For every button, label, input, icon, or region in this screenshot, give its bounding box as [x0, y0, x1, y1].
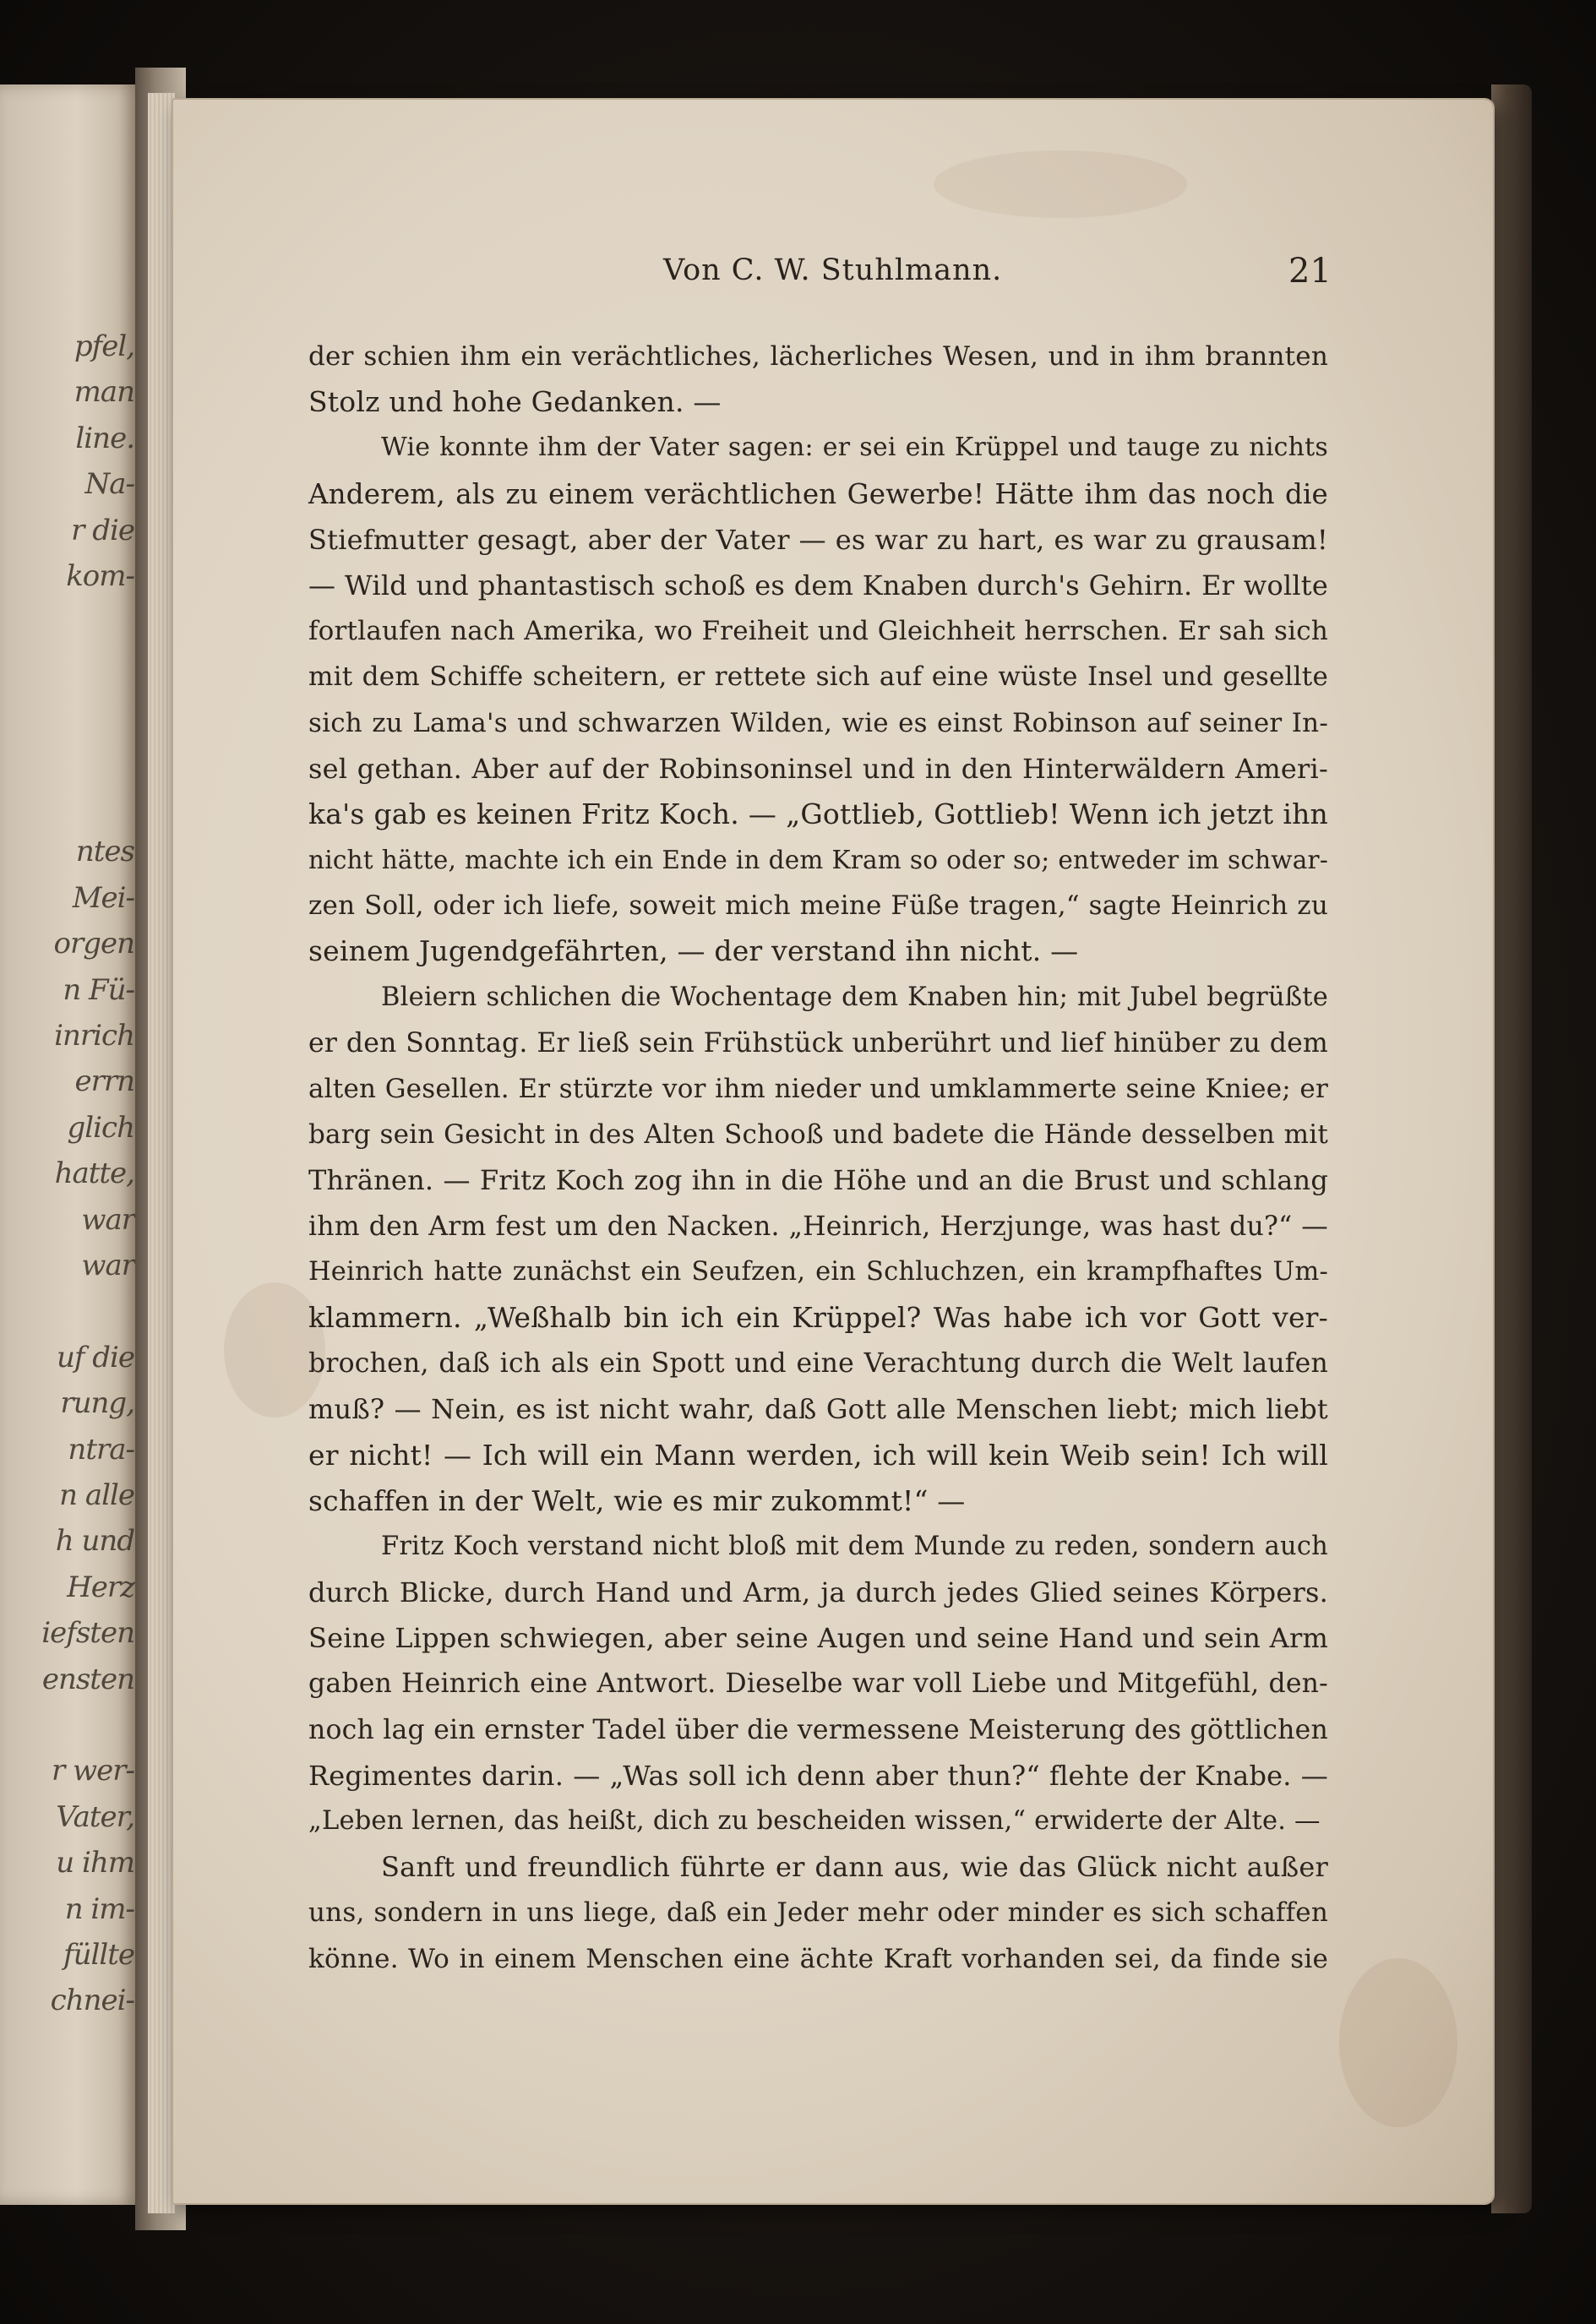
left-page-fragment: u ihm: [56, 1846, 134, 1880]
text-line: alten Gesellen. Er stürzte vor ihm nieder und umklammerte seine Kniee; er: [308, 1074, 1328, 1104]
left-page-fragment: war: [81, 1202, 134, 1237]
left-page-fragment: Herz: [67, 1570, 134, 1604]
left-page-fragment: errn: [74, 1064, 134, 1099]
left-page-fragment: rung,: [60, 1386, 134, 1421]
text-line: seinem Jugendgefährten, — der verstand ihn nicht. —: [308, 934, 1079, 968]
left-page-fragment: war: [81, 1249, 134, 1282]
left-page-fragment: iefsten: [41, 1616, 134, 1651]
text-line: ihm den Arm fest um den Nacken. „Heinrich, Herzjunge, was hast du?“ —: [308, 1211, 1328, 1242]
left-page-fragment: pfel,: [74, 329, 134, 363]
left-page-fragment: man: [74, 375, 134, 410]
text-line: Regimentes darin. — „Was soll ich denn aber thun?“ flehte der Knabe. —: [308, 1759, 1328, 1792]
left-page-fragment: h und: [55, 1524, 134, 1559]
text-line: sich zu Lama's und schwarzen Wilden, wie es einst Robinson auf seiner In-: [308, 707, 1328, 738]
text-line: Sanft und freundlich führte er dann aus, wie das Glück nicht außer: [381, 1851, 1328, 1884]
text-line: nicht hätte, machte ich ein Ende in dem Kram so oder so; entweder im schwar-: [308, 846, 1328, 875]
left-page-fragment: chnei-: [50, 1984, 134, 2018]
text-line: Heinrich hatte zunächst ein Seufzen, ein Schluchzen, ein krampfhaftes Um-: [308, 1256, 1328, 1287]
text-line: noch lag ein ernster Tadel über die vermessene Meisterung des göttlichen: [308, 1714, 1328, 1745]
text-line: Stiefmutter gesagt, aber der Vater — es war zu hart, es war zu grausam!: [308, 523, 1328, 556]
text-line: er nicht! — Ich will ein Mann werden, ich will kein Weib sein! Ich will: [308, 1438, 1328, 1472]
paper-stain: [1339, 1958, 1457, 2127]
text-line: zen Soll, oder ich liefe, soweit mich meine Füße tragen,“ sagte Heinrich zu: [308, 890, 1328, 922]
text-line: könne. Wo in einem Menschen eine ächte Kraft vorhanden sei, da finde sie: [308, 1943, 1328, 1974]
body-text: [308, 334, 1328, 1982]
text-line: Fritz Koch verstand nicht bloß mit dem Munde zu reden, sondern auch: [381, 1531, 1328, 1561]
text-line: Wie konnte ihm der Vater sagen: er sei ein Krüppel und tauge zu nichts: [381, 433, 1328, 463]
text-line: — Wild und phantastisch schoß es dem Knaben durch's Gehirn. Er wollte: [308, 569, 1328, 601]
text-line: schaffen in der Welt, wie es mir zukommt!“ —: [308, 1483, 966, 1517]
page-number: 21: [1288, 252, 1332, 291]
left-page-fragment: hatte,: [54, 1157, 134, 1191]
text-line: uns, sondern in uns liege, daß ein Jeder mehr oder minder es sich schaffen: [308, 1897, 1328, 1929]
paper-stain: [934, 150, 1187, 218]
text-line: fortlaufen nach Amerika, wo Freiheit und Gleichheit herrschen. Er sah sich: [308, 616, 1328, 647]
text-line: sel gethan. Aber auf der Robinsoninsel und in den Hinterwäldern Ameri-: [308, 752, 1328, 785]
text-line: Bleiern schlichen die Wochentage dem Knaben hin; mit Jubel begrüßte: [381, 982, 1328, 1012]
text-line: mit dem Schiffe scheitern, er rettete sich auf eine wüste Insel und gesellte: [308, 661, 1328, 693]
left-page: [0, 84, 139, 2205]
left-page-fragment: Mei-: [72, 880, 134, 915]
left-page-fragment: n Fü-: [63, 972, 134, 1007]
left-page-fragment: n im-: [64, 1891, 134, 1926]
left-page-fragment: orgen: [53, 927, 134, 961]
text-line: Thränen. — Fritz Koch zog ihn in die Höhe und an die Brust und schlang: [308, 1164, 1328, 1197]
text-line: „Leben lernen, das heißt, dich zu bescheiden wissen,“ erwiderte der Alte. —: [308, 1806, 1321, 1836]
left-page-fragment: ntra-: [68, 1432, 134, 1467]
text-line: Stolz und hohe Gedanken. —: [308, 385, 722, 419]
cover-edge: [1491, 84, 1532, 2213]
left-page-fragment: n alle: [59, 1478, 134, 1512]
text-line: ka's gab es keinen Fritz Koch. — „Gottlieb, Gottlieb! Wenn ich jetzt ihn: [308, 797, 1328, 830]
text-line: Anderem, als zu einem verächtlichen Gewerbe! Hätte ihm das noch die: [308, 477, 1328, 510]
text-line: durch Blicke, durch Hand und Arm, ja durch jedes Glied seines Körpers.: [308, 1576, 1328, 1609]
left-page-fragment: line.: [75, 421, 134, 455]
left-page-fragment: Vater,: [56, 1799, 134, 1834]
left-page-fragment: r die: [71, 513, 134, 547]
left-page-fragment: uf die: [56, 1340, 134, 1374]
text-line: der schien ihm ein verächtliches, lächerliches Wesen, und in ihm brannten: [308, 341, 1328, 372]
text-line: brochen, daß ich als ein Spott und eine Verachtung durch die Welt laufen: [308, 1348, 1328, 1380]
running-head: Von C. W. Stuhlmann.: [663, 253, 1003, 287]
left-page-fragment: inrich: [54, 1019, 134, 1053]
text-line: muß? — Nein, es ist nicht wahr, daß Gott alle Menschen liebt; mich liebt: [308, 1393, 1328, 1426]
page-edges: [148, 93, 175, 2213]
left-page-fragment: ensten: [41, 1662, 134, 1696]
left-page-fragment: ntes: [75, 835, 134, 869]
left-page-fragment: kom-: [66, 559, 134, 593]
left-page-fragment: füllte: [63, 1938, 134, 1972]
left-page-fragment: Na-: [84, 467, 134, 502]
text-line: gaben Heinrich eine Antwort. Dieselbe war voll Liebe und Mitgefühl, den-: [308, 1668, 1328, 1700]
page-header: [173, 253, 1493, 304]
left-page-fragment: glich: [67, 1110, 134, 1145]
left-page-fragment: r wer-: [51, 1754, 134, 1788]
text-line: Seine Lippen schwiegen, aber seine Augen und seine Hand und sein Arm: [308, 1622, 1328, 1655]
text-line: er den Sonntag. Er ließ sein Frühstück unberührt und lief hinüber zu dem: [308, 1027, 1328, 1059]
text-line: klammern. „Weßhalb bin ich ein Krüppel? Was habe ich vor Gott ver-: [308, 1300, 1328, 1334]
text-line: barg sein Gesicht in des Alten Schooß und badete die Hände desselben mit: [308, 1119, 1328, 1151]
